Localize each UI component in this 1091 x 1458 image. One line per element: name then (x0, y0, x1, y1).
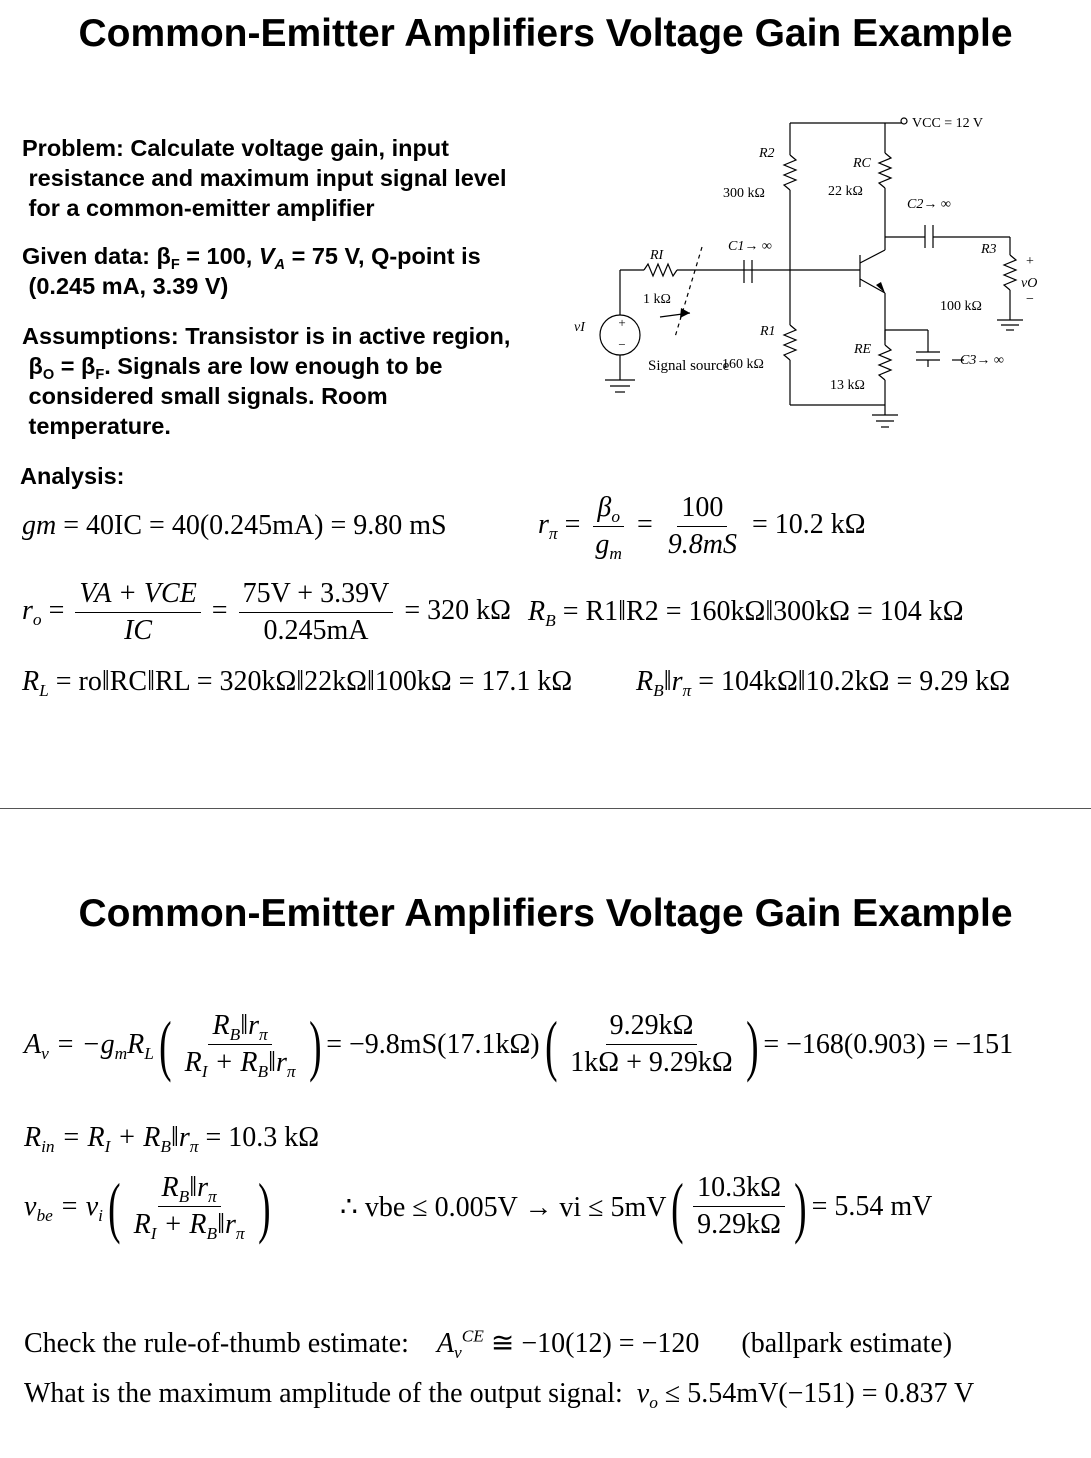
r1-value: 160 kΩ (722, 357, 764, 372)
vo-plus: + (1026, 254, 1034, 269)
problem-statement: Problem: Calculate voltage gain, input resistance and maximum input signal level for a common-emitter amplifier (22, 135, 507, 221)
ri-value: 1 kΩ (643, 292, 671, 307)
c1-label: C1→ ∞ (728, 239, 772, 254)
vo-label: vO (1021, 276, 1038, 291)
source-minus: − (618, 337, 626, 352)
rc-value: 22 kΩ (828, 184, 863, 199)
check-estimate: Check the rule-of-thumb estimate: $A_v^{CE}$ ≅ −10(12) = −120 (ballpark estimate) (24, 1326, 953, 1363)
source-plus: + (618, 315, 626, 330)
eq-vbe: $v_{be} = v_i$ ( $\frac{R_B‖r_\pi}{R_I + R_B‖r_\pi}$ ) (24, 1168, 271, 1245)
re-value: 13 kΩ (830, 378, 865, 393)
analysis-label: Analysis: (20, 463, 125, 489)
slide1-title: Common-Emitter Amplifiers Voltage Gain Example (78, 12, 1013, 55)
vo-minus: − (1026, 292, 1034, 307)
r3-value: 100 kΩ (940, 299, 982, 314)
slide-divider (0, 808, 1091, 809)
eq-rin: $R_{in} = R_I$ + $R_B‖r_\pi = 10.3$ kΩ (24, 1122, 320, 1157)
r3-label: R3 (981, 242, 997, 257)
slide2-title: Common-Emitter Amplifiers Voltage Gain Example (78, 892, 1013, 935)
circuit-schematic (560, 105, 1060, 445)
signal-source-label: Signal source (648, 358, 730, 374)
eq-ro: $r_o$ = $\frac{\text{VA + VCE}}{IC}$ = $\frac{75V + 3.39V}{0.245mA}$ = 320 kΩ (22, 578, 511, 646)
eq-gm: gm = 40IC = 40(0.245mA) = 9.80 mS (22, 510, 447, 541)
re-label: RE (854, 342, 872, 357)
r1-label: R1 (760, 324, 776, 339)
vi-label: vI (574, 320, 585, 335)
eq-av: $A_v = -g_mR_L$ ( $\frac{R_B‖r_\pi}{R_I + R_B‖r_\pi}$ ) = −9.8mS(17.1kΩ) ( $\frac{9.29k\Omega}{1k\Omega + 9.29k\Omega}$ ) = −168(0.903) = −151 (24, 1006, 1014, 1083)
rc-label: RC (853, 156, 871, 171)
c2-label: C2→ ∞ (907, 197, 951, 212)
eq-rl: $R_L$ = ro‖RC‖RL = 320kΩ‖22kΩ‖100kΩ = 17.1 kΩ (22, 666, 573, 701)
eq-rb-rpi: $R_B‖r_\pi$ = 104kΩ‖10.2kΩ = 9.29 kΩ (636, 666, 1011, 701)
r2-label: R2 (759, 146, 775, 161)
c3-label: C3→ ∞ (960, 353, 1004, 368)
ri-label: RI (650, 248, 664, 263)
eq-vbe-limit: ∴ vbe ≤ 0.005V → vi ≤ 5mV ( $\frac{10.3k\Omega}{9.29k\Omega}$ ) = 5.54 mV (340, 1168, 933, 1245)
vcc-label: VCC = 12 V (912, 116, 984, 131)
eq-rpi: $r_\pi$ = $\frac{\beta_o}{g_m}$ = $\frac{100}{9.8mS}$ = 10.2 kΩ (538, 492, 866, 564)
assumptions: Assumptions: Transistor is in active region, $\beta_O = \beta_F$. Signals are low enough to be considered small signals. Room temperature. (22, 323, 511, 439)
max-output: What is the maximum amplitude of the output signal: $v_o \le 5.54mV(-151) = 0.837$ V (24, 1378, 975, 1413)
given-data: Given data: $\beta_F = 100$, $V_A = 75$ V, Q-point is (0.245 mA, 3.39 V) (22, 243, 481, 299)
r2-value: 300 kΩ (723, 186, 765, 201)
eq-rb: $R_B$ = R1‖R2 = 160kΩ‖300kΩ = 104 kΩ (528, 596, 964, 631)
